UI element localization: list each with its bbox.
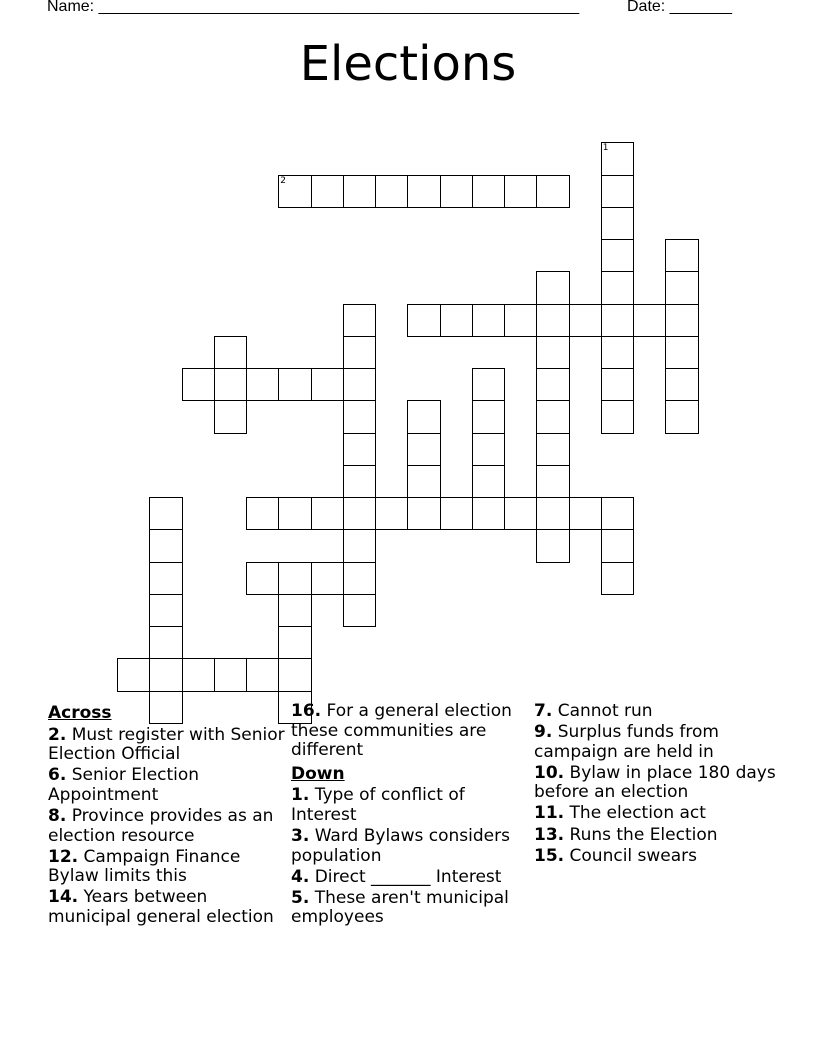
grid-cell[interactable] xyxy=(311,497,344,530)
grid-cell[interactable] xyxy=(536,433,569,466)
grid-cell[interactable] xyxy=(601,497,634,530)
across-heading: Across xyxy=(48,703,112,723)
clue-number-label: 2 xyxy=(280,175,286,186)
grid-cell[interactable] xyxy=(472,400,505,433)
clue-text: The election act xyxy=(569,803,706,824)
grid-cell[interactable] xyxy=(569,497,602,530)
clue-column-2 xyxy=(291,700,533,930)
grid-cell[interactable] xyxy=(117,658,150,691)
clue-number-label: 1 xyxy=(602,143,609,154)
grid-cell[interactable] xyxy=(601,529,634,562)
grid-cell[interactable] xyxy=(246,497,279,530)
grid-cell[interactable] xyxy=(601,239,634,272)
grid-cell[interactable] xyxy=(343,400,376,433)
grid-cell[interactable] xyxy=(149,529,182,562)
grid-cell[interactable] xyxy=(536,497,569,530)
clue-across-16 xyxy=(291,702,533,761)
grid-cell[interactable] xyxy=(536,400,569,433)
grid-cell[interactable] xyxy=(665,304,698,337)
clue-number: 10. xyxy=(534,762,565,783)
grid-cell[interactable] xyxy=(278,562,311,595)
clue-text: Council swears xyxy=(569,845,698,866)
grid-cell[interactable] xyxy=(536,465,569,498)
clue-text: Runs the Election xyxy=(569,824,718,845)
clue-down-11 xyxy=(534,804,776,824)
grid-cell[interactable] xyxy=(182,658,215,691)
grid-cell[interactable] xyxy=(472,497,505,530)
grid-cell[interactable] xyxy=(504,304,537,337)
clue-number: 6. xyxy=(48,765,67,786)
grid-cell[interactable] xyxy=(665,368,698,401)
clue-column-3 xyxy=(534,700,776,868)
clue-number: 16. xyxy=(291,701,322,721)
clue-number: 8. xyxy=(48,805,67,826)
grid-cell[interactable] xyxy=(633,304,666,337)
clue-text: Campaign Finance Bylaw limits this xyxy=(48,846,241,887)
grid-cell[interactable] xyxy=(536,175,569,208)
grid-cell[interactable] xyxy=(375,175,408,208)
grid-cell[interactable] xyxy=(343,594,376,627)
page-title: Elections xyxy=(299,36,517,92)
grid-cell[interactable] xyxy=(601,368,634,401)
grid-cell[interactable] xyxy=(343,336,376,369)
grid-cell[interactable] xyxy=(407,497,440,530)
clue-across-2 xyxy=(48,726,290,765)
clue-across-6 xyxy=(48,766,290,805)
clue-number: 11. xyxy=(534,803,565,824)
clue-number: 3. xyxy=(291,826,310,847)
clue-number: 4. xyxy=(291,866,310,887)
grid-cell[interactable] xyxy=(536,336,569,369)
clue-across-14 xyxy=(48,888,290,927)
grid-cell[interactable] xyxy=(665,400,698,433)
grid-cell[interactable] xyxy=(536,368,569,401)
grid-cell[interactable] xyxy=(343,304,376,337)
grid-cell[interactable] xyxy=(149,497,182,530)
clue-number: 15. xyxy=(534,845,565,866)
grid-cell[interactable] xyxy=(278,594,311,627)
grid-cell[interactable] xyxy=(472,304,505,337)
grid-cell[interactable] xyxy=(504,497,537,530)
clue-down-1 xyxy=(291,786,533,825)
clue-number: 14. xyxy=(48,887,79,908)
grid-cell[interactable] xyxy=(278,175,311,208)
grid-cell[interactable] xyxy=(601,400,634,433)
grid-cell[interactable] xyxy=(601,304,634,337)
grid-cell[interactable] xyxy=(407,304,440,337)
grid-cell[interactable] xyxy=(375,497,408,530)
grid-cell[interactable] xyxy=(407,465,440,498)
grid-cell[interactable] xyxy=(343,497,376,530)
grid-cell[interactable] xyxy=(278,626,311,659)
grid-cell[interactable] xyxy=(601,175,634,208)
grid-cell[interactable] xyxy=(343,529,376,562)
grid-cell[interactable] xyxy=(472,465,505,498)
grid-cell[interactable] xyxy=(536,304,569,337)
grid-cell[interactable] xyxy=(182,368,215,401)
grid-cell[interactable] xyxy=(504,175,537,208)
grid-cell[interactable] xyxy=(665,271,698,304)
grid-cell[interactable] xyxy=(214,658,247,691)
grid-cell[interactable] xyxy=(665,239,698,272)
clue-number: 13. xyxy=(534,824,565,845)
grid-cell[interactable] xyxy=(536,529,569,562)
clue-text: Years between municipal general election xyxy=(48,887,274,927)
grid-cell[interactable] xyxy=(472,368,505,401)
grid-cell[interactable] xyxy=(407,175,440,208)
clue-text: These aren't municipal employees xyxy=(291,887,509,928)
clue-across-8 xyxy=(48,807,290,846)
name-field-label: Name: ______________________________________________________ xyxy=(47,0,580,15)
grid-cell[interactable] xyxy=(665,336,698,369)
grid-cell[interactable] xyxy=(214,336,247,369)
clue-down-13 xyxy=(534,826,776,846)
clue-number: 9. xyxy=(534,722,553,743)
grid-cell[interactable] xyxy=(278,368,311,401)
grid-cell[interactable] xyxy=(472,433,505,466)
grid-cell[interactable] xyxy=(407,433,440,466)
grid-cell[interactable] xyxy=(311,175,344,208)
clue-down-5 xyxy=(291,889,533,928)
clue-text: Bylaw in place 180 days before an election xyxy=(534,762,776,803)
grid-cell[interactable] xyxy=(472,175,505,208)
grid-cell[interactable] xyxy=(246,368,279,401)
clue-text: Cannot run xyxy=(557,701,653,721)
grid-cell[interactable] xyxy=(440,175,473,208)
grid-cell[interactable] xyxy=(601,271,634,304)
grid-cell[interactable] xyxy=(149,562,182,595)
grid-cell[interactable] xyxy=(311,562,344,595)
grid-cell[interactable] xyxy=(246,562,279,595)
clue-text: Surplus funds from campaign are held in xyxy=(534,722,719,762)
clue-across-12 xyxy=(48,848,290,887)
grid-cell[interactable] xyxy=(149,658,182,691)
clue-down-3 xyxy=(291,827,533,866)
grid-cell[interactable] xyxy=(343,433,376,466)
clue-number: 12. xyxy=(48,846,79,867)
clue-down-4 xyxy=(291,868,533,888)
down-heading: Down xyxy=(291,763,345,784)
grid-cell[interactable] xyxy=(440,304,473,337)
grid-cell[interactable] xyxy=(601,336,634,369)
clue-number: 1. xyxy=(291,785,310,806)
clue-text: Ward Bylaws considers population xyxy=(291,826,510,866)
clue-down-7 xyxy=(534,702,776,722)
clue-number: 2. xyxy=(48,724,67,745)
grid-cell[interactable] xyxy=(343,562,376,595)
grid-cell[interactable] xyxy=(149,594,182,627)
grid-cell[interactable] xyxy=(569,304,602,337)
clue-text: Must register with Senior Election Official xyxy=(48,724,285,765)
clue-text: Province provides as an election resource xyxy=(48,805,274,846)
grid-cell[interactable] xyxy=(343,175,376,208)
grid-cell[interactable] xyxy=(343,465,376,498)
grid-cell[interactable] xyxy=(440,497,473,530)
clue-text: Type of conflict of Interest xyxy=(291,785,465,825)
clue-number: 5. xyxy=(291,887,310,908)
grid-cell[interactable] xyxy=(343,368,376,401)
clue-text: For a general election these communities are different xyxy=(291,701,512,761)
grid-cell[interactable] xyxy=(246,658,279,691)
clue-down-10 xyxy=(534,764,776,803)
grid-cell[interactable] xyxy=(536,271,569,304)
grid-cell[interactable] xyxy=(214,400,247,433)
clue-text: Direct _______ Interest xyxy=(314,866,502,887)
grid-cell[interactable] xyxy=(601,142,634,175)
grid-cell[interactable] xyxy=(214,368,247,401)
grid-cell[interactable] xyxy=(601,207,634,240)
clue-down-15 xyxy=(534,847,776,867)
grid-cell[interactable] xyxy=(278,497,311,530)
clue-number: 7. xyxy=(534,701,553,721)
grid-cell[interactable] xyxy=(149,626,182,659)
clue-down-9 xyxy=(534,723,776,762)
date-field-label: Date: _______ xyxy=(627,0,732,15)
clue-text: Senior Election Appointment xyxy=(48,765,200,805)
clue-column-1 xyxy=(48,700,290,929)
grid-cell[interactable] xyxy=(601,562,634,595)
grid-cell[interactable] xyxy=(311,368,344,401)
grid-cell[interactable] xyxy=(407,400,440,433)
grid-cell[interactable] xyxy=(278,658,311,691)
